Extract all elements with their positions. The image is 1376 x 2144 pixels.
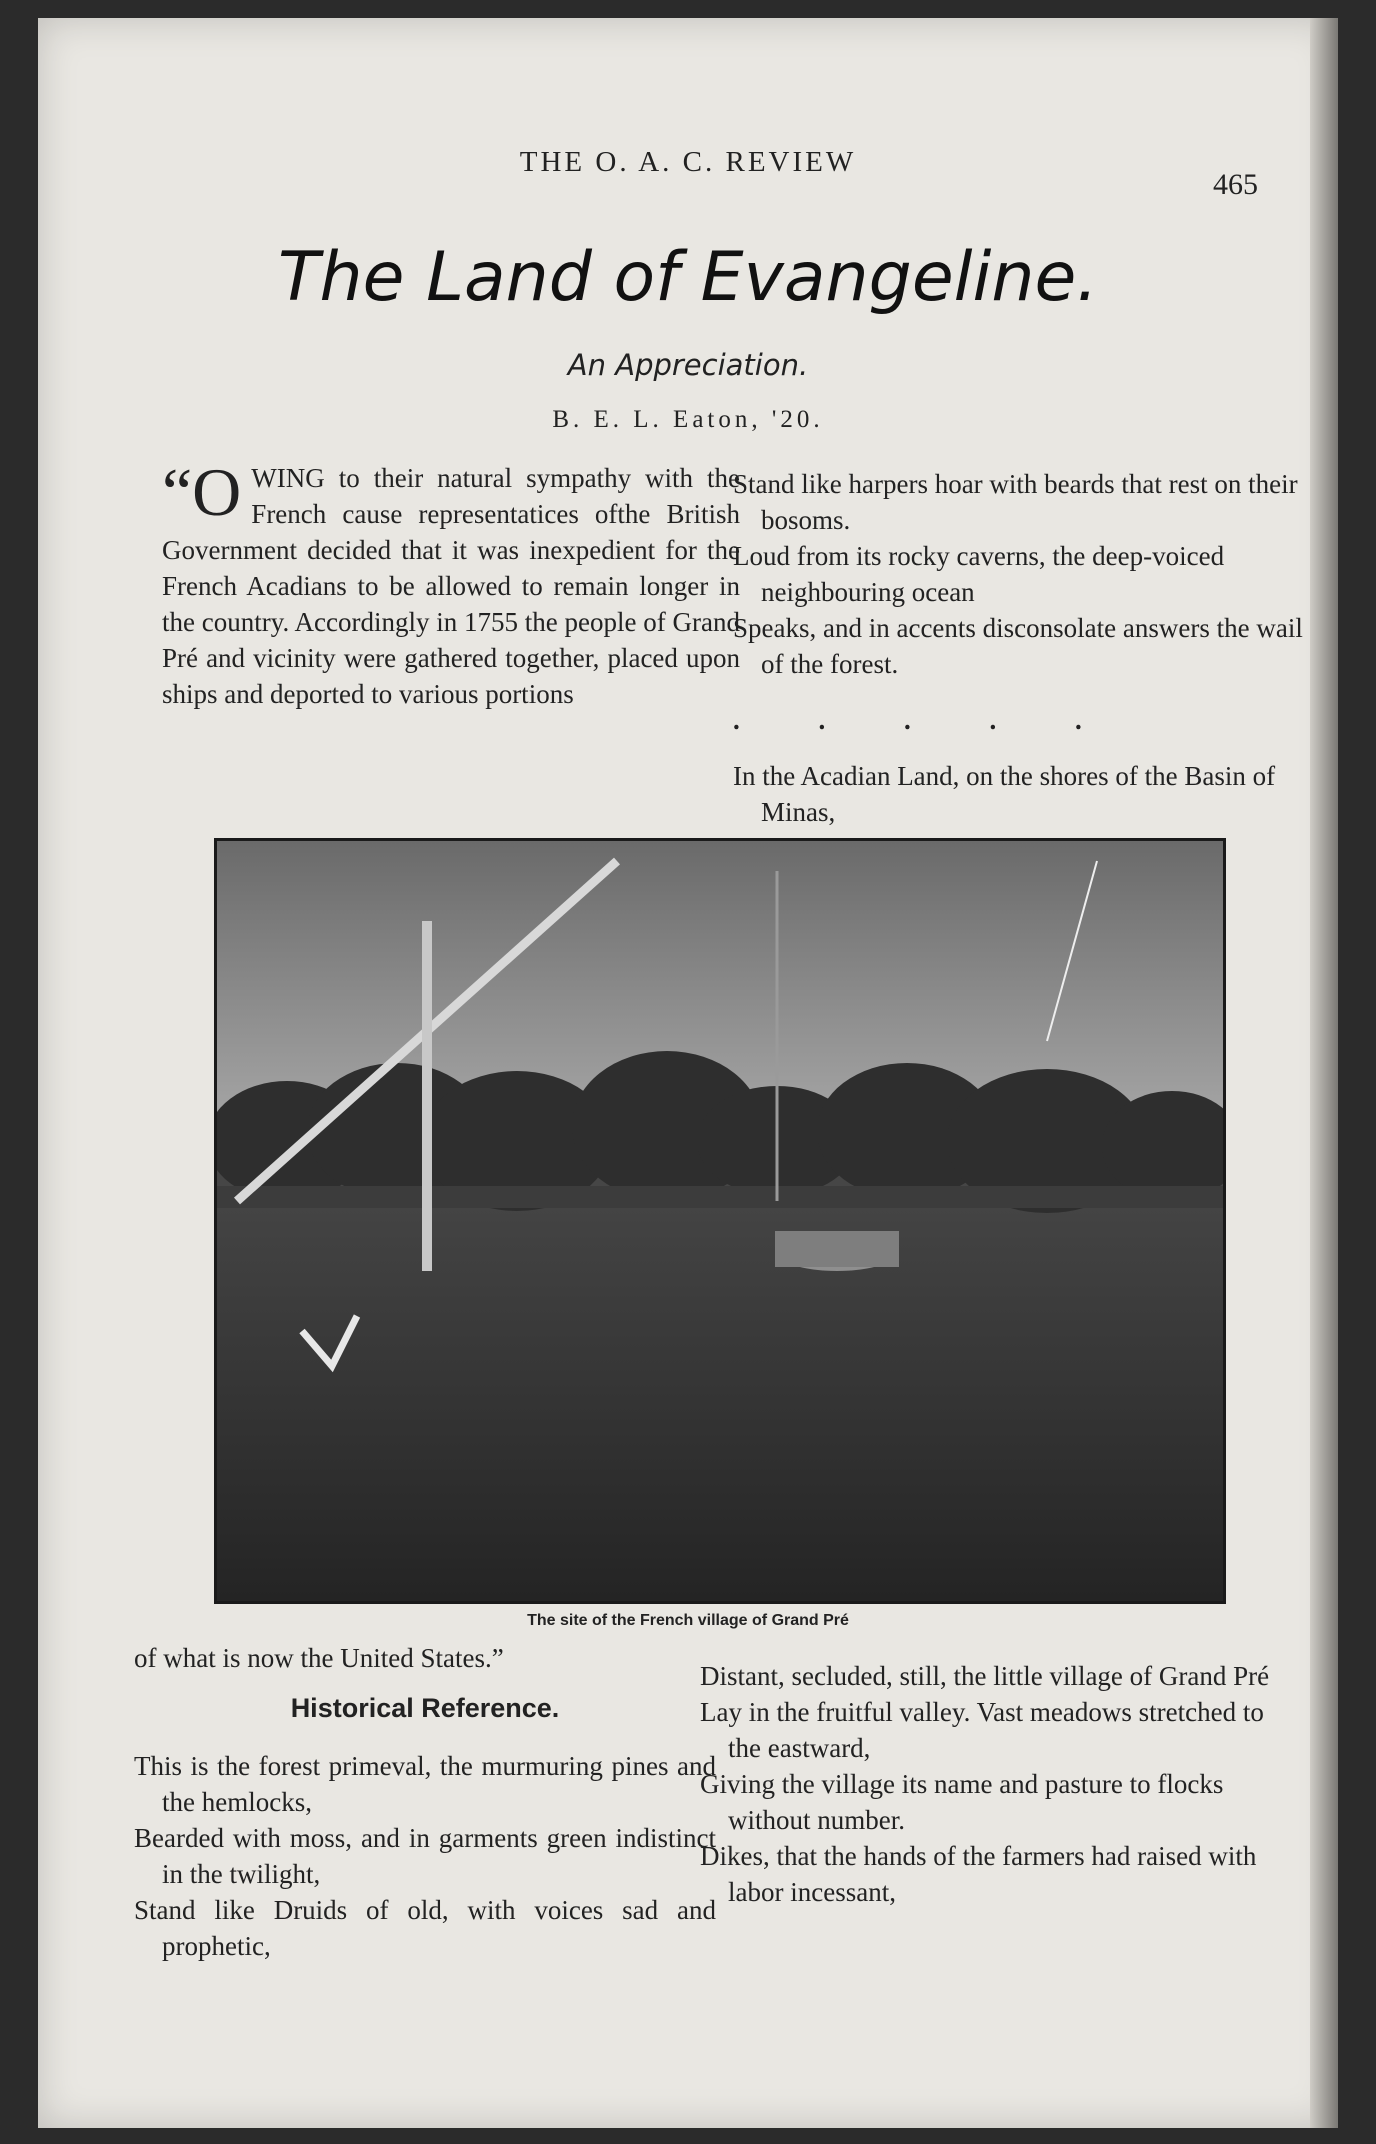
poem-line: Distant, secluded, still, the little village of Grand Pré — [700, 1661, 1270, 1691]
poem-column-bottom-right — [700, 1658, 1294, 1910]
poem-line: This is the forest primeval, the murmuring pines and the hemlocks, — [134, 1751, 716, 1817]
poem-line: Dikes, that the hands of the farmers had raised with labor incessant, — [700, 1841, 1257, 1907]
intro-paragraph — [162, 454, 740, 712]
article-subtitle: An Appreciation. — [567, 348, 809, 382]
poem-line: Bearded with moss, and in garments green indistinct in the twilight, — [134, 1823, 716, 1889]
poem-line: Giving the village its name and pasture to flocks without number. — [700, 1769, 1224, 1835]
poem-line: Speaks, and in accents disconsolate answers the wail of the forest. — [733, 613, 1303, 679]
grand-pre-photo — [214, 838, 1226, 1604]
magazine-page — [38, 18, 1338, 2128]
poem-line: In the Acadian Land, on the shores of the Basin of Minas, — [733, 761, 1276, 827]
running-title: THE O. A. C. REVIEW — [519, 146, 857, 178]
poem-ellipsis: . . . . . — [733, 705, 1118, 735]
intro-continued: of what is now the United States.” — [134, 1643, 504, 1673]
drop-cap: “O — [162, 454, 242, 530]
poem-line: Lay in the fruitful valley. Vast meadows stretched to the eastward, — [700, 1697, 1264, 1763]
page-edge — [1310, 18, 1338, 2128]
text-column-bottom-left — [134, 1640, 716, 1964]
page-number: 465 — [1213, 168, 1258, 201]
poem-column-top-right — [733, 466, 1307, 830]
intro-text: WING to their natural sympathy with the French cause representatices ofthe British Government decided that it was inexpedient for the French Acadians to be allowed to remain longer in the country. Accordingly in 1755 the people of Grand Pré and vicinity were gathered together, placed upon ships and deported to various portions — [162, 463, 740, 709]
article-byline: B. E. L. Eaton, '20. — [552, 406, 824, 433]
poem-line: Stand like harpers hoar with beards that rest on their bosoms. — [733, 469, 1298, 535]
poem-line: Stand like Druids of old, with voices sad and prophetic, — [134, 1895, 716, 1961]
photo-illustration — [217, 841, 1223, 1601]
photo-caption: The site of the French village of Grand Pré — [527, 1612, 849, 1629]
intro-column — [162, 454, 740, 712]
section-heading: Historical Reference. — [290, 1693, 560, 1723]
article-title: The Land of Evangeline. — [278, 238, 1098, 317]
poem-line: Loud from its rocky caverns, the deep-voiced neighbouring ocean — [733, 541, 1225, 607]
